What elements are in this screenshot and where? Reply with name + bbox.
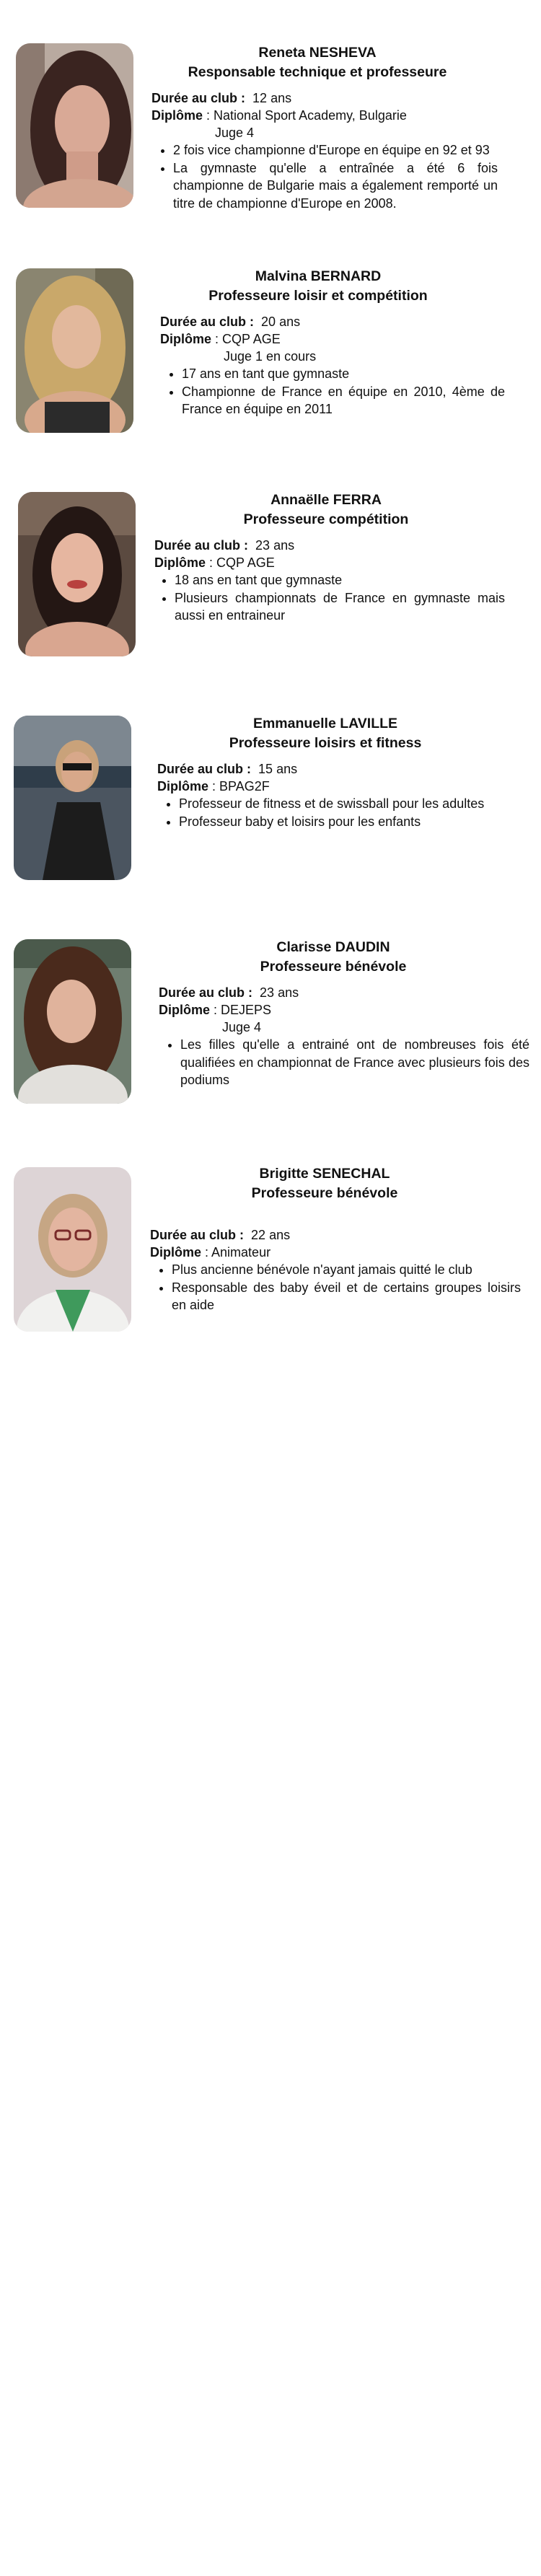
diploma-label: Diplôme — [154, 555, 206, 570]
duration-label: Durée au club : — [160, 315, 255, 329]
diploma — [160, 330, 505, 348]
list-item: • 2 fois vice championne d'Europe en équipe en 92 et 93 — [173, 141, 498, 159]
diploma — [150, 1244, 521, 1261]
profile-name: Malvina BERNARD — [255, 268, 382, 284]
duration-value: 12 ans — [252, 91, 292, 105]
achievements-list — [150, 1261, 521, 1314]
profile-role: Responsable technique et professeure — [188, 64, 447, 80]
duration-value: 15 ans — [258, 762, 298, 776]
achievements-list — [160, 365, 505, 418]
profile-role: Professeure bénévole — [260, 959, 407, 975]
diploma-value: : CQP AGE — [209, 555, 275, 570]
duration-label: Durée au club : — [151, 91, 246, 105]
diploma-value: : BPAG2F — [212, 779, 270, 794]
achievements-list — [159, 1036, 529, 1089]
diploma-label: Diplôme — [159, 1003, 211, 1017]
list-item: • Professeur baby et loisirs pour les enfants — [179, 813, 508, 831]
diploma-label: Diplôme — [150, 1245, 202, 1260]
profile-name: Reneta NESHEVA — [258, 45, 377, 61]
club-duration — [150, 1226, 521, 1244]
diploma-label: Diplôme — [157, 779, 209, 794]
profile-photo — [16, 43, 133, 208]
profile-name: Clarisse DAUDIN — [276, 939, 390, 955]
achievements-list — [154, 571, 505, 625]
duration-value: 22 ans — [251, 1228, 291, 1242]
diploma-value: : CQP AGE — [215, 332, 281, 346]
diploma — [159, 1001, 529, 1019]
duration-value: 20 ans — [261, 315, 301, 329]
duration-label: Durée au club : — [157, 762, 252, 776]
judge-level: Juge 4 — [215, 126, 255, 140]
duration-label: Durée au club : — [150, 1228, 245, 1242]
achievements-list — [151, 141, 498, 212]
diploma — [154, 554, 505, 571]
list-item: • Professeur de fitness et de swissball pour les adultes — [179, 795, 508, 813]
club-duration — [154, 537, 505, 554]
diploma-label: Diplôme — [151, 108, 203, 123]
profile-photo — [16, 268, 133, 433]
duration-label: Durée au club : — [154, 538, 249, 553]
achievements-list — [157, 795, 508, 830]
diploma — [151, 107, 498, 124]
profile-role: Professeure bénévole — [251, 1185, 398, 1201]
profile-name: Emmanuelle LAVILLE — [252, 716, 398, 731]
profile-role: Professeure loisir et compétition — [208, 288, 428, 304]
profile-role: Professeure compétition — [243, 511, 409, 527]
diploma-value: : National Sport Academy, Bulgarie — [206, 108, 407, 123]
list-item: • Championne de France en équipe en 2010, 4ème de France en équipe en 2011 — [182, 383, 505, 418]
profile-photo — [14, 1167, 131, 1332]
list-item: • Plus ancienne bénévole n'ayant jamais quitté le club — [172, 1261, 521, 1279]
profile-photo — [18, 492, 136, 656]
list-item: • Plusieurs championnats de France en gymnaste mais aussi en entraineur — [175, 589, 505, 625]
club-duration — [159, 984, 529, 1001]
list-item: • 18 ans en tant que gymnaste — [175, 571, 505, 589]
judge-level: Juge 1 en cours — [224, 349, 317, 364]
profile-name: Annaëlle FERRA — [270, 492, 382, 508]
diploma-value: : DEJEPS — [214, 1003, 272, 1017]
judge-level: Juge 4 — [222, 1020, 262, 1034]
duration-label: Durée au club : — [159, 985, 253, 1000]
diploma — [157, 778, 508, 795]
list-item: • Les filles qu'elle a entrainé ont de nombreuses fois été qualifiées en championnat de France avec plusieurs fois des podiums — [180, 1036, 529, 1089]
duration-value: 23 ans — [255, 538, 295, 553]
duration-value: 23 ans — [260, 985, 299, 1000]
list-item: • La gymnaste qu'elle a entraînée a été 6 fois championne de Bulgarie mais a également remporté un titre de championne d'Europe en 2008. — [173, 159, 498, 213]
diploma-label: Diplôme — [160, 332, 212, 346]
club-duration — [157, 760, 508, 778]
diploma-value: : Animateur — [205, 1245, 271, 1260]
profile-role: Professeure loisirs et fitness — [229, 735, 422, 751]
list-item: • Responsable des baby éveil et de certains groupes loisirs en aide — [172, 1279, 521, 1314]
club-duration — [160, 313, 505, 330]
list-item: • 17 ans en tant que gymnaste — [182, 365, 505, 383]
profile-photo — [14, 939, 131, 1104]
profile-name: Brigitte SENECHAL — [259, 1166, 390, 1182]
profile-photo — [14, 716, 131, 880]
club-duration — [151, 89, 498, 107]
